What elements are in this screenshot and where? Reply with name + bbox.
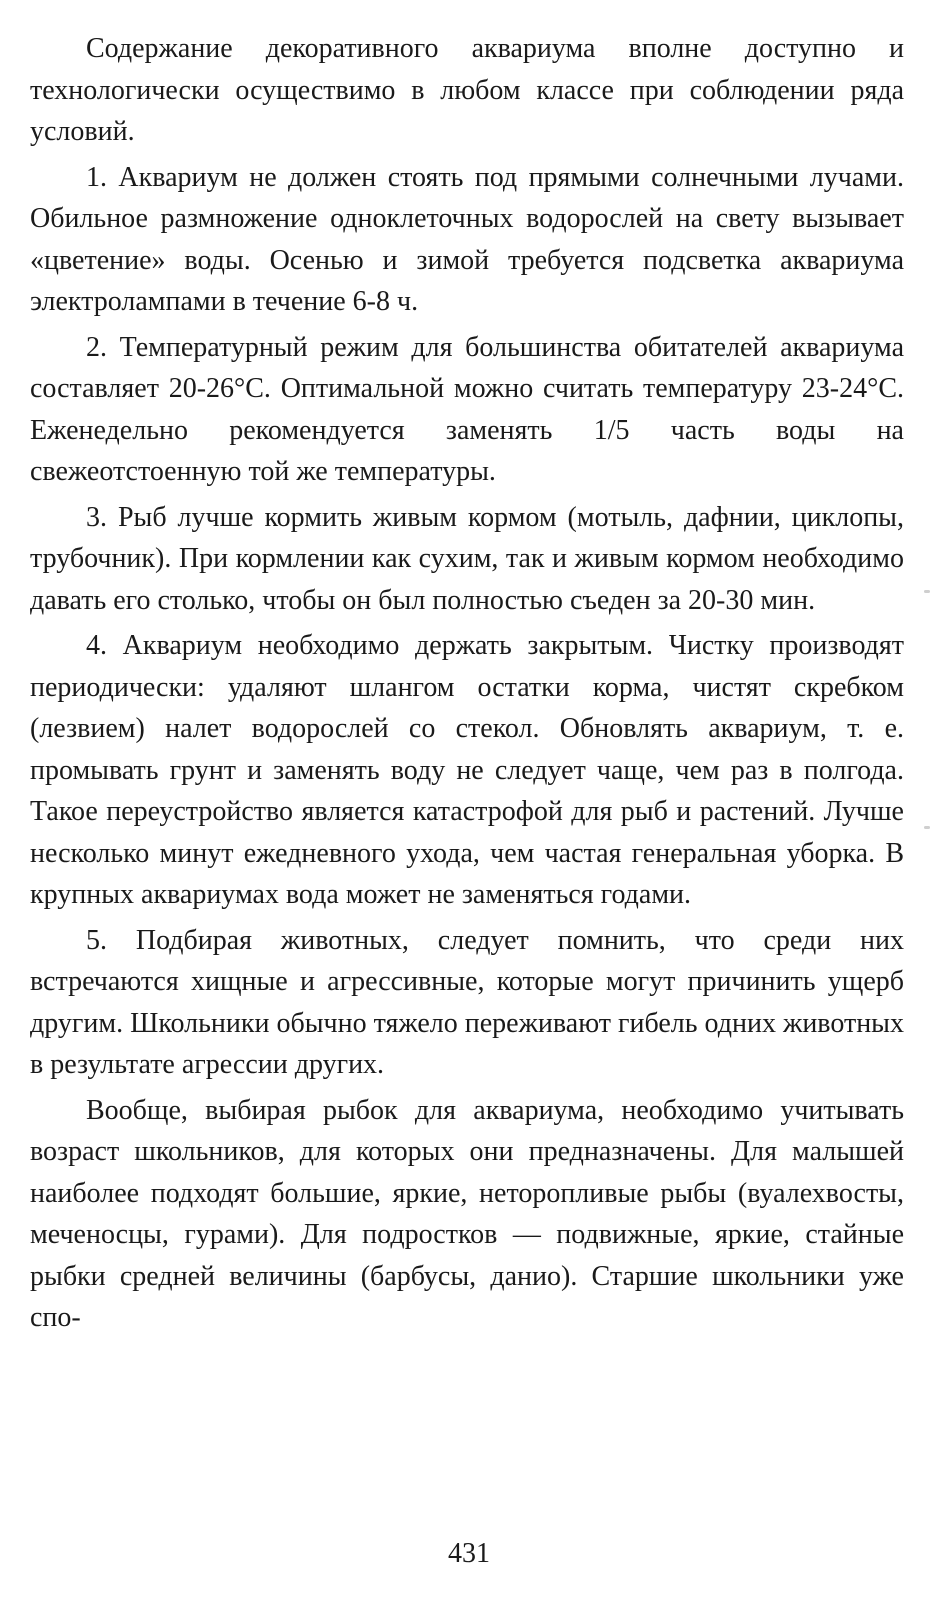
- rule-5-paragraph: 5. Подбирая животных, следует помнить, что среди них встречаются хищные и агрессивные, которые могут причинить ущерб другим. Школьники обычно тяжело переживают гибель одних животных в результате агрессии других.: [30, 924, 904, 1080]
- scan-speck: [924, 826, 930, 829]
- page-body: [30, 28, 904, 1468]
- page-number: 431: [448, 1538, 490, 1569]
- scan-speck: [924, 590, 930, 593]
- conclusion-paragraph: Вообще, выбирая рыбок для аквариума, необходимо учитывать возраст школьников, для которых они предназначены. Для малышей наиболее подходят большие, яркие, неторопливые рыбы (вуалехвосты, меченосцы, гурами). Для подростков — подвижные, яркие, стайные рыбки средней величины (барбусы, данио). Старшие школьники уже спо-: [30, 1094, 904, 1333]
- rule-4-paragraph: 4. Аквариум необходимо держать закрытым. Чистку производят периодически: удаляют шлангом остатки корма, чистят скребком (лезвием) налет водорослей со стекол. Обновлять аквариум, т. е. промывать грунт и заменять воду не следует чаще, чем раз в полгода. Такое переустройство является катастрофой для рыб и растений. Лучше несколько минут ежедневного ухода, чем частая генеральная уборка. В крупных аквариумах вода может не заменяться годами.: [30, 630, 904, 910]
- rule-1-paragraph: 1. Аквариум не должен стоять под прямыми солнечными лучами. Обильное размножение одноклеточных водорослей на свету вызывает «цветение» воды. Осенью и зимой требуется подсветка аквариума электролампами в течение 6-8 ч.: [30, 161, 904, 317]
- rule-3-paragraph: 3. Рыб лучше кормить живым кормом (мотыль, дафнии, циклопы, трубочник). При кормлении как сухим, так и живым кормом необходимо давать его столько, чтобы он был полностью съеден за 20-30 мин.: [30, 501, 904, 616]
- intro-paragraph: Содержание декоративного аквариума вполне доступно и технологически осуществимо в любом классе при соблюдении ряда условий.: [30, 33, 904, 147]
- rule-2-paragraph: 2. Температурный режим для большинства обитателей аквариума составляет 20-26°С. Оптимальной можно считать температуру 23-24°С. Еженедельно рекомендуется заменять 1/5 часть воды на свежеотстоенную той же температуры.: [30, 331, 904, 487]
